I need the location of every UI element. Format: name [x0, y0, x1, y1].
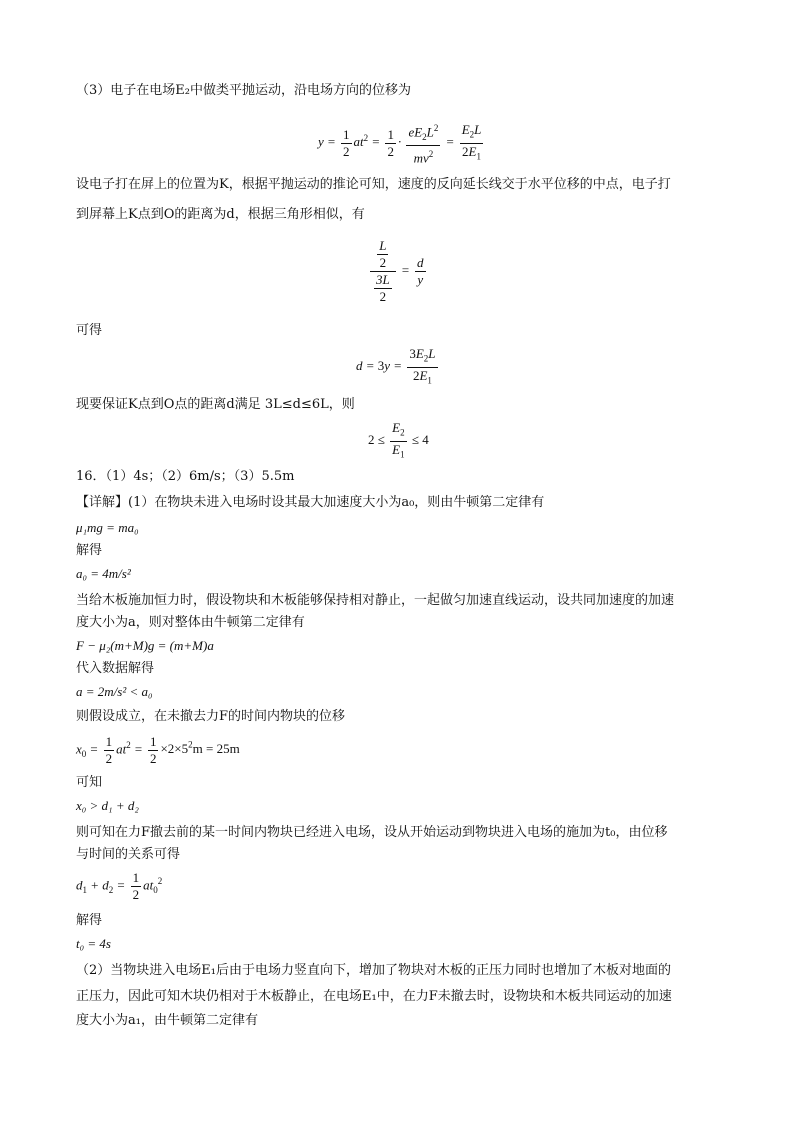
text-line: 正压力，因此可知木块仍相对于木板静止，在电场E₁中，在力F未撤去时，设物块和木板共同运动的加速	[76, 989, 672, 1004]
equation-x0: $x_0$ = $\frac{1}{2}$ $at^2$ = $\frac{1}{2}$ $\times 2\times 5^2m = 25m$	[76, 734, 240, 766]
equation-a: a = 2m/s² < a₀	[76, 684, 153, 699]
text-line: 现要保证K点到O点的距离d满足 3L≤d≤6L，则	[76, 397, 355, 412]
text-line: 度大小为a，则对整体由牛顿第二定律有	[76, 615, 305, 630]
equation-d12: $d_1 + d_2$ = $\frac{1}{2}$ $at_0^2$	[76, 870, 163, 902]
equation-d: d = 3y = $\frac{3E_2L}{2E_1}$	[356, 346, 436, 386]
text-line: （3）电子在电场E₂中做类平抛运动，沿电场方向的位移为	[76, 83, 411, 98]
answer-summary: 16．（1）4s；（2）6m/s；（3）5.5m	[76, 469, 295, 484]
text-line: 当给木板施加恒力时，假设物块和木板能够保持相对静止，一起做匀加速直线运动，设共同加速度的加速	[76, 593, 675, 608]
text-line: 解得	[76, 913, 103, 928]
equation-ineq: x₀ > d₁ + d₂	[76, 798, 139, 813]
text-line: 设电子打在屏上的位置为K，根据平抛运动的推论可知，速度的反向延长线交于水平位移的中点，电子打	[76, 177, 671, 192]
text-line: 代入数据解得	[76, 661, 155, 676]
text-line: 度大小为a₁，由牛顿第二定律有	[76, 1013, 258, 1028]
text-line: 可知	[76, 775, 103, 790]
text-line: 与时间的关系可得	[76, 847, 181, 862]
equation-mu: μ₁mg = ma₀	[76, 520, 139, 535]
text-line: 【详解】(1）在物块未进入电场时设其最大加速度大小为a₀，则由牛顿第二定律有	[76, 495, 545, 510]
text-line: 到屏幕上K点到O的距离为d，根据三角形相似，有	[76, 207, 365, 222]
text-line: 解得	[76, 543, 103, 558]
text-line: （2）当物块进入电场E₁后由于电场力竖直向下，增加了物块对木板的正压力同时也增加了木板对地面的	[76, 963, 671, 978]
equation-ratio: $\frac{\frac{L}{2}}{\frac{3L}{2}}$ = $\frac{d}{y}$	[368, 238, 428, 305]
equation-y: y = $\frac{1}{2}$ $at^2$ = $\frac{1}{2}$ · $\frac{eE_2L^2}{mv^2}$ = $\frac{E_2L}{2E_1}$	[318, 120, 485, 166]
equation-F: F − μ₂(m+M)g = (m+M)a	[76, 638, 214, 653]
equation-range: 2 ≤ $\frac{E_2}{E_1}$ ≤ 4	[368, 420, 429, 460]
text-line: 则可知在力F撤去前的某一时间内物块已经进入电场，设从开始运动到物块进入电场的施加为t₀，由位移	[76, 825, 668, 840]
text-line: 可得	[76, 323, 103, 338]
text-line: 则假设成立，在未撤去力F的时间内物块的位移	[76, 709, 346, 724]
equation-t0: t₀ = 4s	[76, 936, 111, 951]
equation-a0: a₀ = 4m/s²	[76, 566, 131, 581]
